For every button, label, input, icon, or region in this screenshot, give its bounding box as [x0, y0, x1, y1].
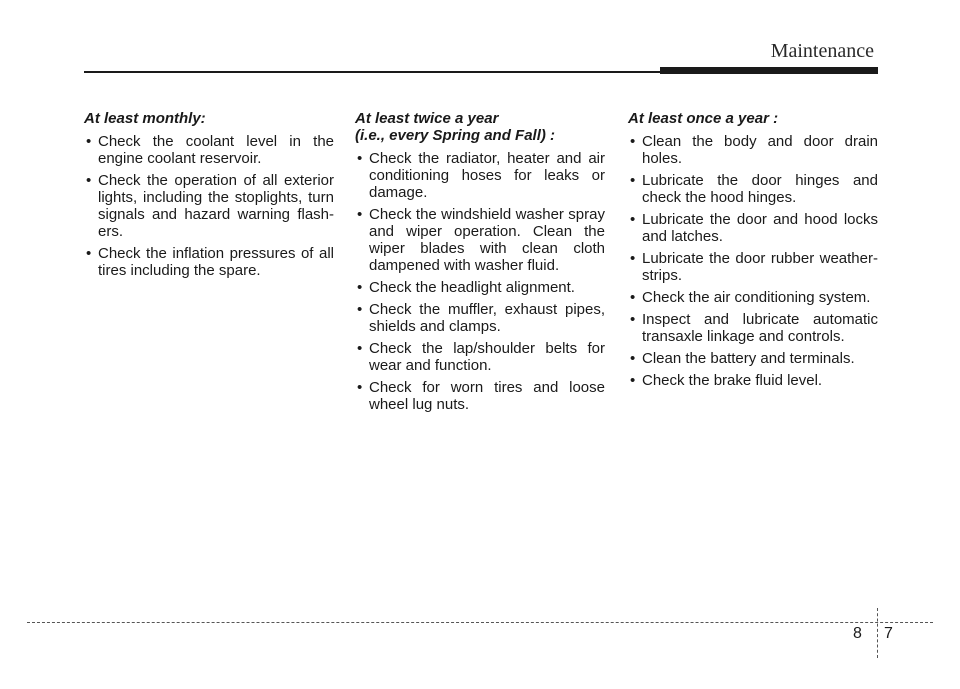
bullet-icon: •: [357, 301, 363, 318]
checklist: [355, 150, 605, 413]
checklist: [628, 133, 878, 389]
list-item: • Lubricate the door hinges and check the hood hinges.: [630, 172, 878, 206]
bullet-icon: •: [357, 379, 363, 396]
list-item: • Inspect and lubricate automatic transaxle linkage and controls.: [630, 311, 878, 345]
bullet-icon: •: [630, 311, 636, 328]
bullet-icon: •: [357, 340, 363, 357]
bullet-icon: •: [357, 150, 363, 167]
bullet-icon: •: [357, 206, 363, 223]
header-rule-thick: [660, 67, 878, 74]
header-rule-thin: [84, 71, 662, 73]
column-monthly: [84, 110, 334, 284]
list-item: • Check the brake fluid level.: [630, 372, 823, 389]
list-item: • Check the windshield washer spray and wiper operation. Clean the wiper blades with clean cloth dampened with washer fluid.: [357, 206, 605, 274]
heading-line: (i.e., every Spring and Fall) :: [355, 127, 556, 144]
list-item: • Check for worn tires and loose wheel lug nuts.: [357, 379, 605, 413]
list-item: • Clean the battery and terminals.: [630, 350, 855, 367]
heading-line: At least twice a year: [355, 110, 499, 127]
bullet-icon: •: [630, 250, 636, 267]
list-item: • Check the headlight alignment.: [357, 279, 575, 296]
bullet-icon: •: [86, 172, 92, 189]
list-item: • Check the operation of all exterior lights, including the stoplights, turn signals and hazard warning flash-ers.: [86, 172, 334, 240]
page-number: 7: [884, 625, 893, 642]
bullet-icon: •: [630, 372, 636, 389]
bullet-icon: •: [630, 350, 636, 367]
list-item: • Check the air conditioning system.: [630, 289, 871, 306]
list-item: • Check the muffler, exhaust pipes, shields and clamps.: [357, 301, 605, 335]
list-item: • Check the coolant level in the engine coolant reservoir.: [86, 133, 334, 167]
list-item: • Lubricate the door and hood locks and latches.: [630, 211, 878, 245]
footer-divider: [877, 608, 878, 658]
bullet-icon: •: [630, 172, 636, 189]
column-heading: [628, 110, 878, 127]
section-title: Maintenance: [770, 40, 874, 62]
column-twice-a-year: [355, 110, 605, 418]
bullet-icon: •: [357, 279, 363, 296]
column-heading: [355, 110, 605, 144]
bullet-icon: •: [630, 211, 636, 228]
bullet-icon: •: [86, 245, 92, 262]
list-item: • Check the inflation pressures of all tires including the spare.: [86, 245, 334, 279]
bullet-icon: •: [630, 133, 636, 150]
heading-line: At least monthly:: [84, 110, 206, 127]
column-once-a-year: [628, 110, 878, 394]
heading-line: At least once a year :: [628, 110, 779, 127]
list-item: • Lubricate the door rubber weather-strips.: [630, 250, 878, 284]
list-item: • Check the radiator, heater and air conditioning hoses for leaks or damage.: [357, 150, 605, 201]
chapter-number: 8: [853, 625, 862, 642]
column-heading: [84, 110, 334, 127]
bullet-icon: •: [86, 133, 92, 150]
list-item: • Clean the body and door drain holes.: [630, 133, 878, 167]
list-item: • Check the lap/shoulder belts for wear and function.: [357, 340, 605, 374]
checklist: [84, 133, 334, 279]
bullet-icon: •: [630, 289, 636, 306]
footer-rule: [27, 622, 933, 623]
